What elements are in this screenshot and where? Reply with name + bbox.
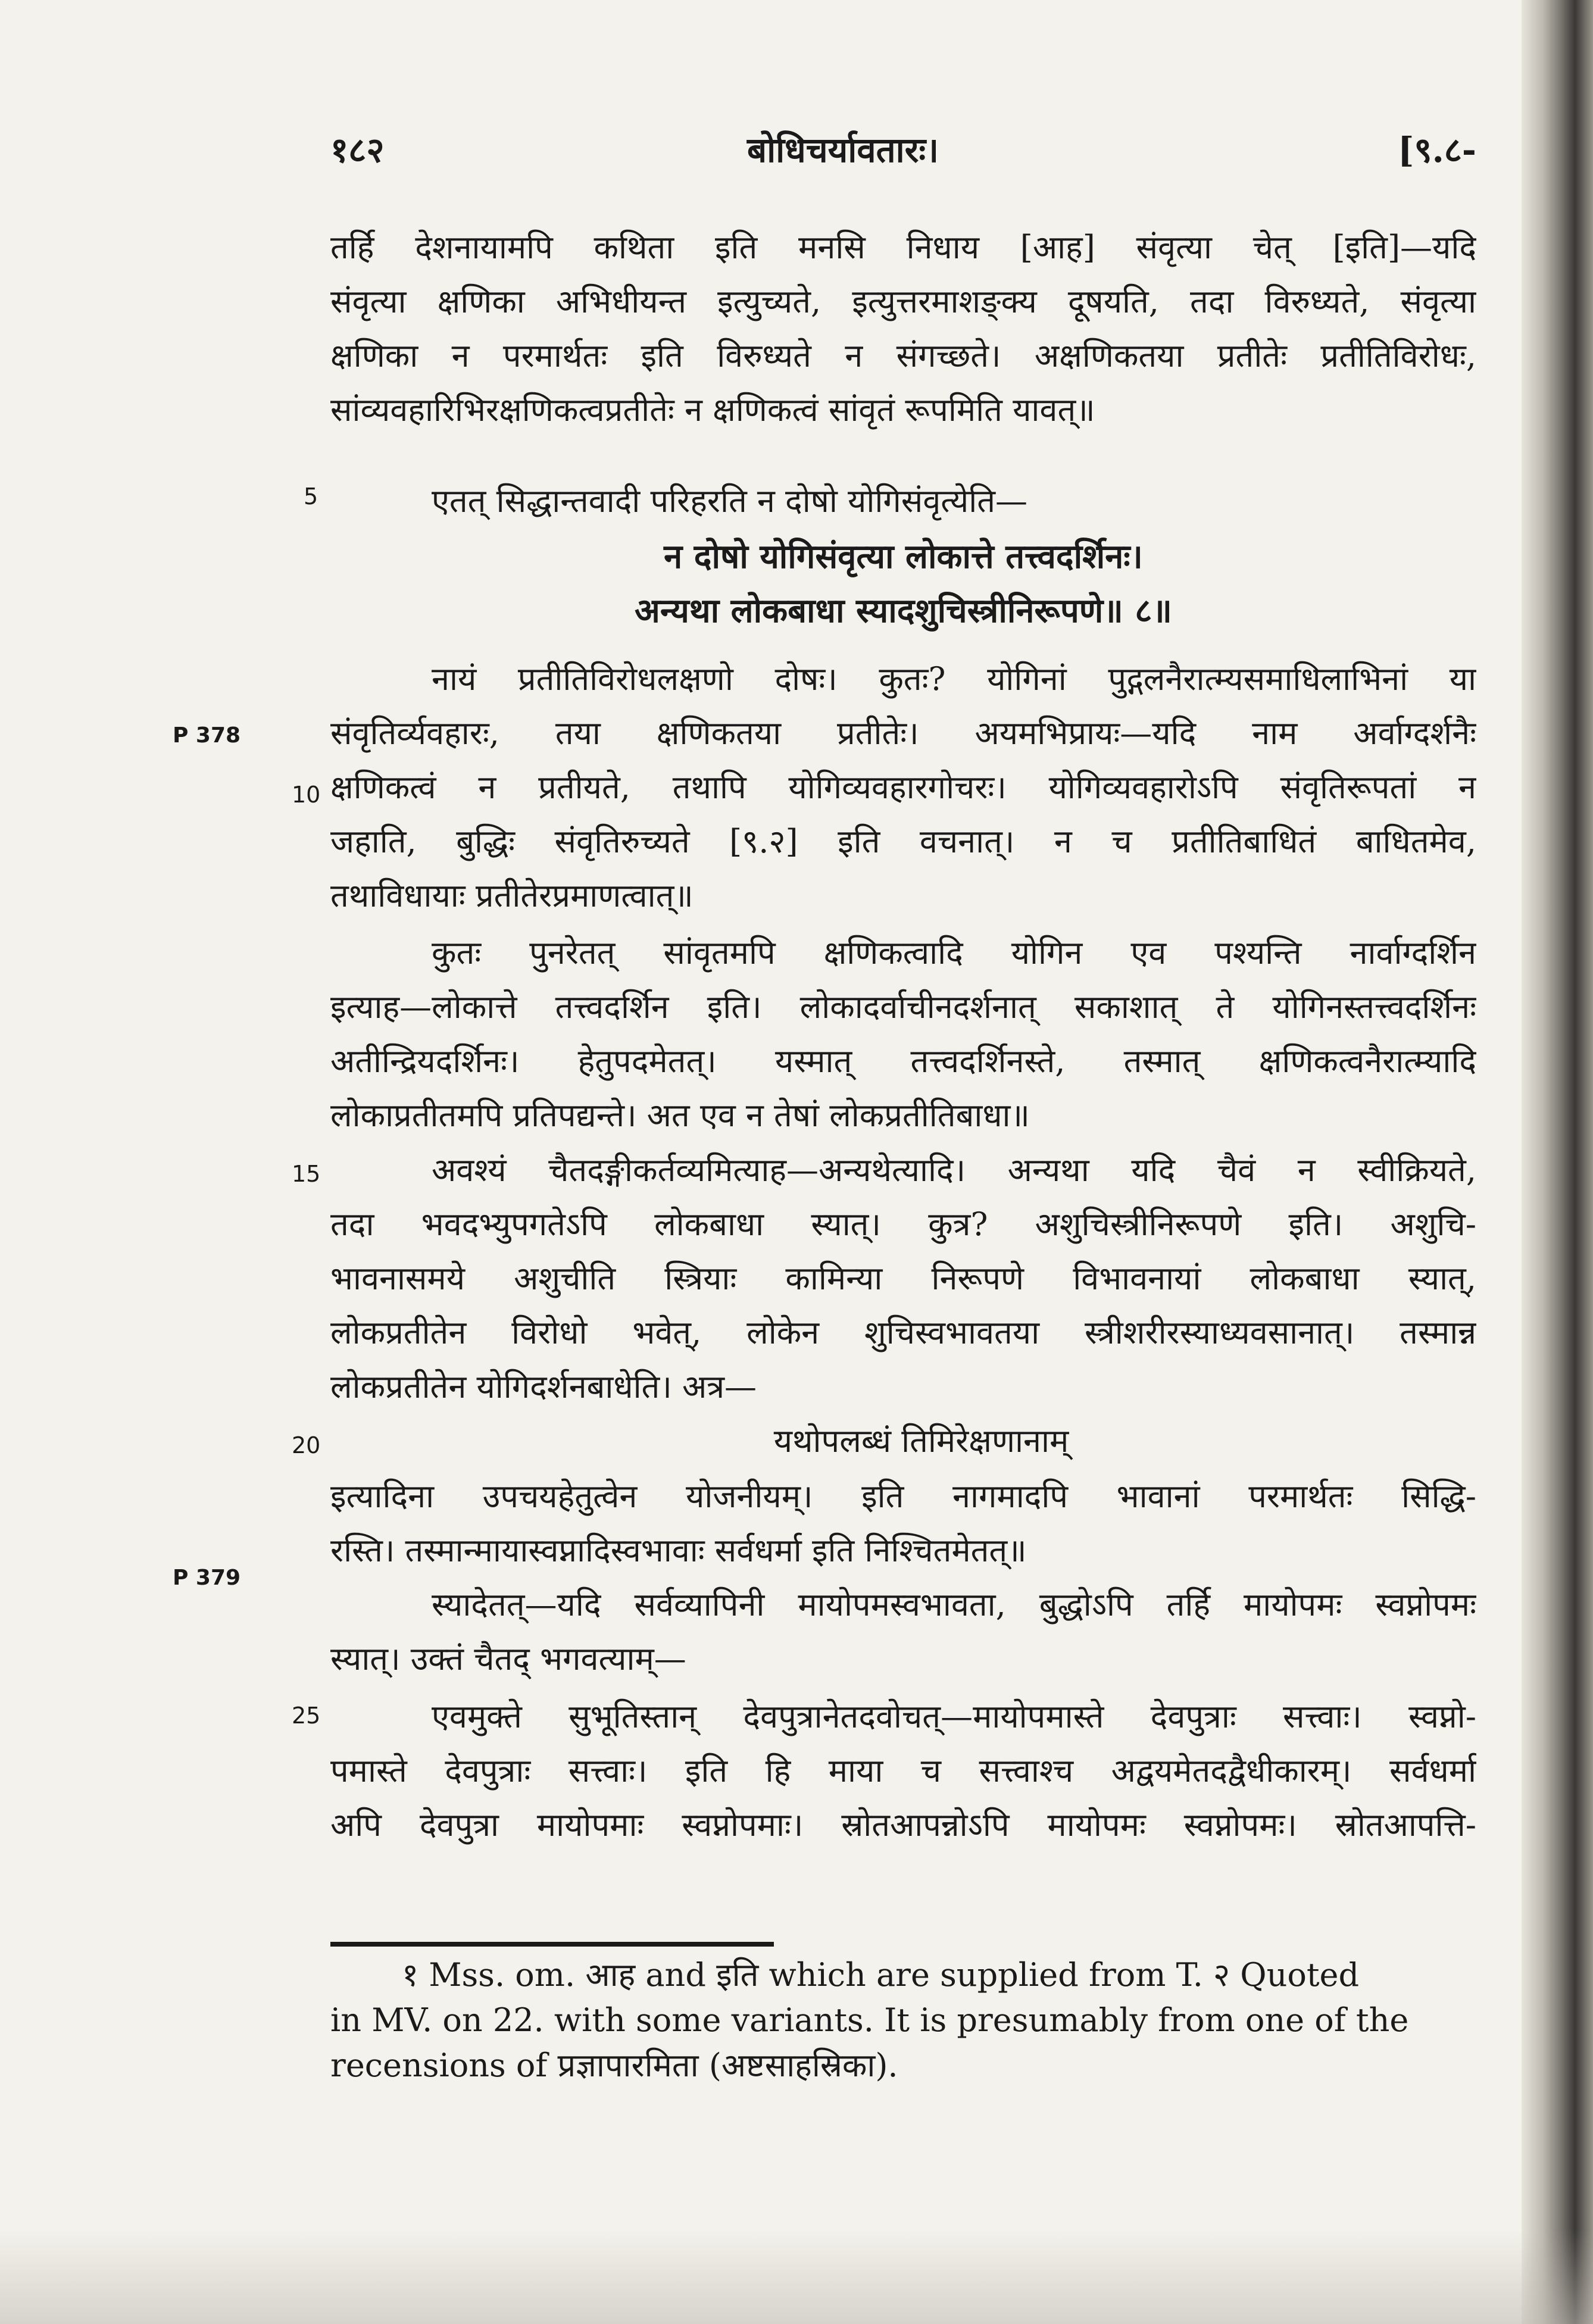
text-line: क्षणिका न परमार्थतः इति विरुध्यते न संगच्छते। अक्षणिकतया प्रतीतेः प्रतीतिविरोधः,: [330, 337, 1476, 374]
text-line: लोकप्रतीतेन योगिदर्शनबाधेति। अत्र—: [330, 1368, 757, 1405]
text-line: इत्याह—लोकात्ते तत्त्वदर्शिन इति। लोकादर्वाचीनदर्शनात् सकाशात् ते योगिनस्तत्त्वदर्शिनः: [330, 988, 1476, 1026]
text-line: तथाविधायाः प्रतीतेरप्रमाणत्वात्॥: [330, 877, 694, 914]
text-line: पमास्ते देवपुत्राः सत्त्वाः। इति हि माया च सत्त्वाश्च अद्वयमेतदद्वैधीकारम्। सर्वधर्मा: [330, 1752, 1476, 1789]
text-line: भावनासमये अशुचीति स्त्रियाः कामिन्या निरूपणे विभावनायां लोकबाधा स्यात्,: [330, 1260, 1476, 1297]
quote-text: यथोपलब्धं तिमिरेक्षणानाम्: [773, 1422, 1069, 1460]
text-line: लोकाप्रतीतमपि प्रतिपद्यन्ते। अत एव न तेषां लोकप्रतीतिबाधा॥: [330, 1097, 1030, 1134]
page-edge-shadow: [0, 2229, 1593, 2324]
verse-block: [330, 530, 1476, 638]
text-line: तर्हि देशनायामपि कथिता इति मनसि निधाय [आह] संवृत्या चेत् [इति]—यदि: [330, 229, 1476, 266]
paragraph-6: [330, 1469, 1476, 1578]
text-line: संवृतिर्व्यवहारः, तया क्षणिकतया प्रतीतेः। अयमभिप्रायः—यदि नाम अर्वाग्दर्शनैः: [330, 714, 1476, 752]
text-line: सांव्यवहारिभिरक्षणिकत्वप्रतीतेः न क्षणिकत्वं सांवृतं रूपमिति यावत्॥: [330, 391, 1095, 429]
footnote-rule: [330, 1942, 774, 1947]
text-line: एवमुक्ते सुभूतिस्तान् देवपुत्रानेतदवोचत्—मायोपमास्ते देवपुत्राः सत्त्वाः। स्वप्नो-: [432, 1698, 1476, 1735]
text-line: लोकप्रतीतेन विरोधो भवेत्, लोकेन शुचिस्वभावतया स्त्रीशरीरस्याध्यवसानात्। तस्मान्न: [330, 1314, 1476, 1351]
footnotes: [330, 1953, 1476, 2088]
line-number: 10: [292, 782, 321, 808]
line-number: 5: [304, 483, 318, 510]
page-reference: P 379: [173, 1566, 241, 1590]
quoted-line: [330, 1414, 1476, 1468]
text-line: जहाति, बुद्धिः संवृतिरुच्यते [९.२] इति वचनात्। न च प्रतीतिबाधितं बाधितमेव,: [330, 823, 1476, 860]
paragraph-3: [330, 652, 1476, 923]
text-line: स्यात्। उक्तं चैतद् भगवत्याम्—: [330, 1640, 686, 1678]
section-reference: [९.८-: [1397, 130, 1476, 170]
text-line: इत्यादिना उपचयहेतुत्वेन योजनीयम्। इति नागमादपि भावानां परमार्थतः सिद्धि-: [330, 1478, 1476, 1515]
footnote-line: in MV. on 22. with some variants. It is presumably from one of the: [330, 2001, 1409, 2039]
text-line: रस्ति। तस्मान्मायास्वप्नादिस्वभावाः सर्वधर्मा इति निश्चितमेतत्॥: [330, 1532, 1027, 1569]
verse-line: न दोषो योगिसंवृत्या लोकात्ते तत्त्वदर्शिनः।: [664, 537, 1143, 576]
text-line: स्यादेतत्—यदि सर्वव्यापिनी मायोपमस्वभावता, बुद्धोऽपि तर्हि मायोपमः स्वप्नोपमः: [432, 1586, 1476, 1623]
paragraph-8: [330, 1689, 1476, 1852]
verse-line: अन्यथा लोकबाधा स्यादशुचिस्त्रीनिरूपणे॥ ८॥: [635, 591, 1172, 630]
text-line: अवश्यं चैतदङ्गीकर्तव्यमित्याह—अन्यथेत्यादि। अन्यथा यदि चैवं न स्वीक्रियते,: [432, 1151, 1476, 1189]
page-number: १८२: [330, 130, 385, 170]
paragraph-1: [330, 220, 1476, 437]
line-number: 25: [292, 1703, 321, 1729]
text-line: संवृत्या क्षणिका अभिधीयन्त इत्युच्यते, इत्युत्तरमाशङ्क्य दूषयति, तदा विरुध्यते, संवृत्या: [330, 283, 1476, 320]
text-line: अतीन्द्रियदर्शिनः। हेतुपदमेतत्। यस्मात् तत्त्वदर्शिनस्ते, तस्मात् क्षणिकत्वनैरात्म्यादि: [330, 1042, 1476, 1080]
running-title: बोधिचर्यावतारः।: [747, 130, 939, 170]
text-line: क्षणिकत्वं न प्रतीयते, तथापि योगिव्यवहारगोचरः। योगिव्यवहारोऽपि संवृतिरूपतां न: [330, 769, 1476, 806]
book-binding-shadow: [1522, 0, 1593, 2324]
line-number: 15: [292, 1161, 321, 1187]
text-line: एतत् सिद्धान्तवादी परिहरति न दोषो योगिसंवृत्येति—: [432, 482, 1028, 520]
text-line: कुतः पुनरेतत् सांवृतमपि क्षणिकत्वादि योगिन एव पश्यन्ति नार्वाग्दर्शिन: [432, 934, 1476, 972]
footnote-line: recensions of प्रज्ञापारमिता (अष्टसाहस्रिका).: [330, 2047, 898, 2084]
line-number: 20: [292, 1432, 321, 1458]
paragraph-5: [330, 1143, 1476, 1414]
text-line: अपि देवपुत्रा मायोपमाः स्वप्नोपमाः। स्रोतआपन्नोऽपि मायोपमः स्वप्नोपमः। स्रोतआपत्ति-: [330, 1806, 1476, 1844]
page-reference: P 378: [173, 723, 241, 748]
text-line: नायं प्रतीतिविरोधलक्षणो दोषः। कुतः? योगिनां पुद्गलनैरात्म्यसमाधिलाभिनां या: [432, 660, 1476, 698]
paragraph-4: [330, 926, 1476, 1142]
footnote-line: १ Mss. om. आह and इति which are supplied from T. २ Quoted: [402, 1956, 1360, 1994]
paragraph-7: [330, 1578, 1476, 1686]
text-line: तदा भवदभ्युपगतेऽपि लोकबाधा स्यात्। कुत्र? अशुचिस्त्रीनिरूपणे इति। अशुचि-: [330, 1205, 1476, 1243]
running-header: [330, 125, 1476, 179]
paragraph-2: [330, 474, 1476, 528]
